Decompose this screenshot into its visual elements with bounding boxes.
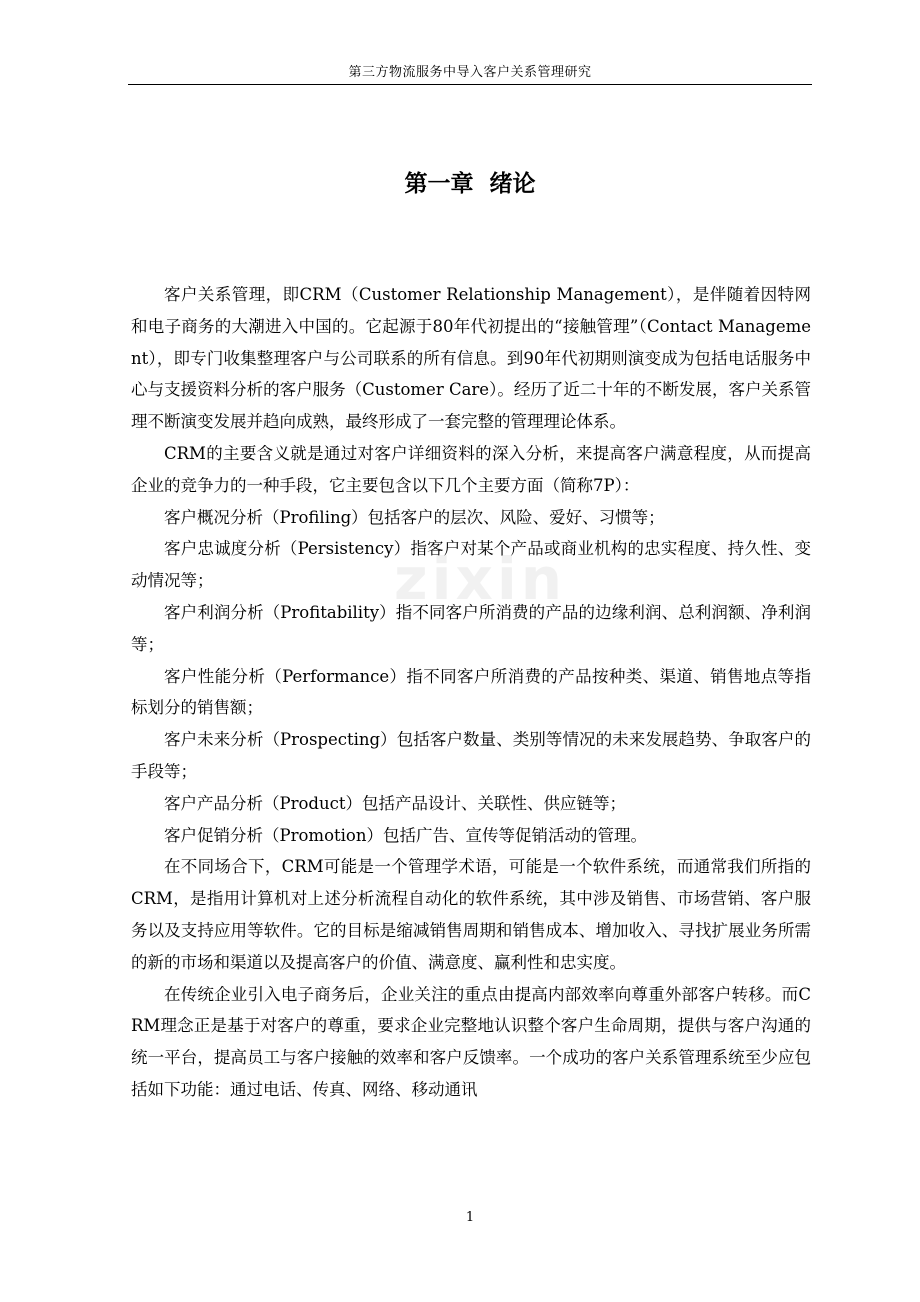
paragraph-promotion: 客户促销分析（Promotion）包括广告、宣传等促销活动的管理。 xyxy=(164,825,647,845)
paragraph-persistency: 客户忠诚度分析（Persistency）指客户对某个产品或商业机构的忠实程度、持久性、变动情况等； xyxy=(131,539,811,591)
paragraph-crm-contexts: 在不同场合下，CRM可能是一个管理学术语，可能是一个软件系统，而通常我们所指的CRM，是指用计算机对上述分析流程自动化的软件系统，其中涉及销售、市场营销、客户服务以及支持应用等软件。它的目标是缩减销售周期和销售成本、增加收入、寻找扩展业务所需的新的市场和渠道以及提高客户的价值、满意度、赢利性和忠实度。 xyxy=(131,857,811,972)
paragraph-ecommerce: 在传统企业引入电子商务后，企业关注的重点由提高内部效率向尊重外部客户转移。而CRM理念正是基于对客户的尊重，要求企业完整地认识整个客户生命周期，提供与客户沟通的统一平台，提高员工与客户接触的效率和客户反馈率。一个成功的客户关系管理系统至少应包括如下功能：通过电话、传真、网络、移动通讯 xyxy=(131,984,811,1099)
paragraph-prospecting: 客户未来分析（Prospecting）包括客户数量、类别等情况的未来发展趋势、争取客户的手段等； xyxy=(131,730,811,781)
paragraph-profitability: 客户利润分析（Profitability）指不同客户所消费的产品的边缘利润、总利润额、净利润等； xyxy=(131,602,811,654)
paragraph-intro: 客户关系管理，即CRM（Customer Relationship Management），是伴随着因特网和电子商务的大潮进入中国的。它起源于80年代初提出的“接触管理”（Contact Management），即专门收集整理客户与公司联系的所有信息。到90年代初期则演变成为包括电话服务中心与支援资料分析的客户服务（Customer Care）。经历了近二十年的不断发展，客户关系管理不断演变发展并趋向成熟，最终形成了一套完整的管理理论体系。 xyxy=(131,285,811,432)
header-rule xyxy=(128,84,812,85)
paragraph-product: 客户产品分析（Product）包括产品设计、关联性、供应链等； xyxy=(164,793,626,813)
paragraph-performance: 客户性能分析（Performance）指不同客户所消费的产品按种类、渠道、销售地点等指标划分的销售额； xyxy=(131,666,811,718)
chapter-title: 第一章 绪论 xyxy=(404,171,536,197)
paragraph-crm-meaning: CRM的主要含义就是通过对客户详细资料的深入分析，来提高客户满意程度，从而提高企业的竞争力的一种手段，它主要包含以下几个主要方面（简称7P）： xyxy=(131,443,811,495)
watermark: zixin xyxy=(393,545,567,613)
paragraph-profiling: 客户概况分析（Profiling）包括客户的层次、风险、爱好、习惯等； xyxy=(164,507,665,527)
page-number: 1 xyxy=(465,1210,475,1225)
running-header: 第三方物流服务中导入客户关系管理研究 xyxy=(348,65,592,80)
body-text xyxy=(131,279,811,1106)
